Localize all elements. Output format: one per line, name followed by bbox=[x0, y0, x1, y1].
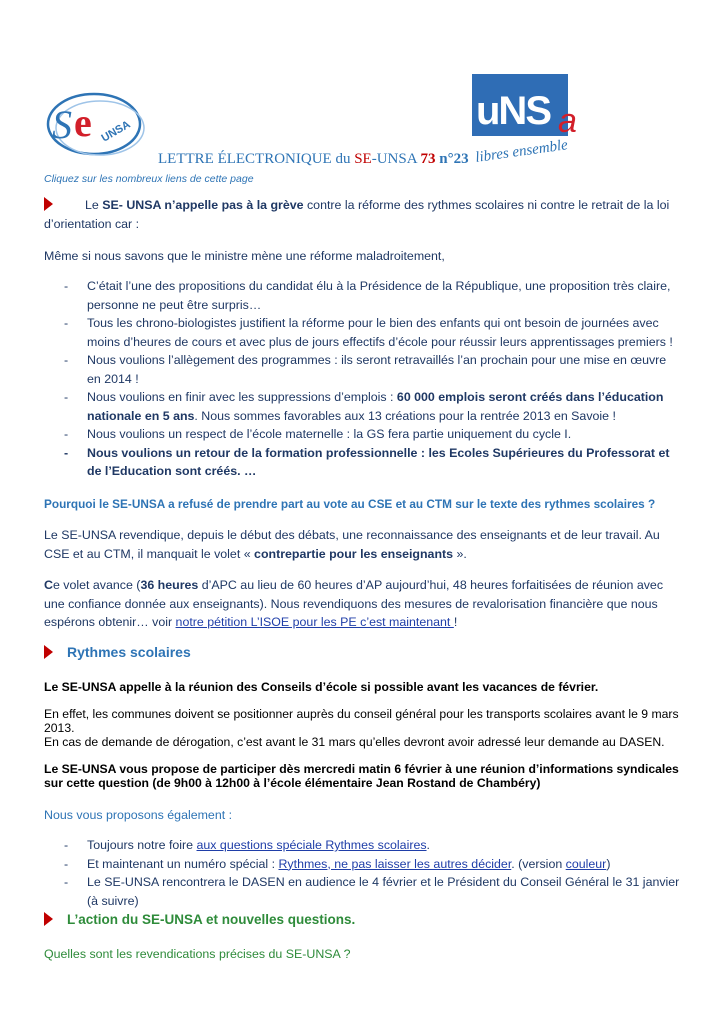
svg-text:uNS: uNS bbox=[476, 89, 550, 133]
intro-paragraph-2: Même si nous savons que le ministre mène une réforme maladroitement, bbox=[44, 249, 445, 263]
list-item: - Nous voulions un retour de la formation professionnelle : les Ecoles Supérieures du Professorat et de l’Education sont créés. … bbox=[44, 444, 681, 481]
section-heading-action: L’action du SE-UNSA et nouvelles questions. bbox=[44, 912, 355, 927]
page-subtitle: Cliquez sur les nombreux liens de cette page bbox=[44, 173, 254, 185]
paragraph-volet: Ce volet avance (36 heures d’APC au lieu de 60 heures d’AP aujourd’hui, 48 heures forfaitisées de réunion avec une confiance donnée aux enseignants). Nous revendiquons des mesures de revalorisation financière que nous espérons obtenir… voir notre pétition L’ISOE pour les PE c’est maintenant ! bbox=[44, 578, 664, 629]
rythmes-paragraph-2: En cas de demande de dérogation, c’est avant le 31 mars qu’elles devront avoir adressé leur demande au DASEN. bbox=[44, 735, 665, 749]
se-unsa-logo bbox=[44, 88, 148, 160]
list-item: - Nous voulions l’allègement des programmes : ils seront retravaillés l’an prochain pour une mise en œuvre en 2014 ! bbox=[44, 351, 681, 388]
petition-link[interactable]: notre pétition L’ISOE pour les PE c’est maintenant bbox=[175, 615, 454, 629]
faq-rythmes-link[interactable]: aux questions spéciale Rythmes scolaires bbox=[196, 838, 427, 852]
question-revendications: Quelles sont les revendications précises du SE-UNSA ? bbox=[44, 947, 351, 961]
list-item: - C’était l’une des propositions du candidat élu à la Présidence de la République, une proposition très claire, personne ne peut être surpris… bbox=[44, 277, 681, 314]
special-issue-link[interactable]: Rythmes, ne pas laisser les autres décider bbox=[278, 856, 512, 871]
unsa-logo bbox=[470, 72, 595, 172]
paragraph-contrepartie: Le SE-UNSA revendique, depuis le début des débats, une reconnaissance des enseignants et de leur travail. Au CSE et au CTM, il manquait le volet « contrepartie pour les enseignants ». bbox=[44, 528, 660, 561]
svg-text:e: e bbox=[74, 100, 92, 145]
list-item: - Toujours notre foire aux questions spéciale Rythmes scolaires. bbox=[44, 836, 681, 855]
page-title: LETTRE ÉLECTRONIQUE du SE-UNSA 73 n°23 bbox=[158, 151, 469, 167]
rythmes-bold-2: Le SE-UNSA vous propose de participer dès mercredi matin 6 février à une réunion d’informations syndicales sur cette question (de 9h00 à 12h00 à l’école élémentaire Jean Rostand de Chambéry) bbox=[44, 762, 679, 790]
intro-paragraph: Le SE- UNSA n’appelle pas à la grève contre la réforme des rythmes scolaires ni contre le retrait de la loi d’orientation car : bbox=[44, 198, 670, 231]
list-item: - Nous voulions en finir avec les suppressions d’emplois : 60 000 emplois seront créés dans l’éducation nationale en 5 ans. Nous sommes favorables aux 13 créations pour la rentrée 2013 en Savoie ! bbox=[44, 388, 681, 425]
reasons-list bbox=[44, 277, 681, 481]
arrow-right-icon bbox=[44, 645, 53, 659]
arrow-right-icon bbox=[44, 197, 53, 211]
rythmes-paragraph-1: En effet, les communes doivent se positionner auprès du conseil général pour les transports scolaires avant le 9 mars 2013. bbox=[44, 707, 679, 735]
svg-text:libres ensemble: libres ensemble bbox=[474, 137, 569, 166]
list-item: - Le SE-UNSA rencontrera le DASEN en audience le 4 février et le Président du Conseil Général le 31 janvier (à suivre) bbox=[44, 873, 681, 910]
section-heading-rythmes: Rythmes scolaires bbox=[44, 644, 191, 660]
list-item: - Tous les chrono-biologistes justifient la réforme pour le bien des enfants qui ont besoin de journées avec moins d’heures de cours et avec plus de jours effectifs d’école pour réussir leurs apprentissages premiers ! bbox=[44, 314, 681, 351]
list-item: - Nous voulions un respect de l’école maternelle : la GS fera partie uniquement du cycle I. bbox=[44, 425, 681, 444]
list-item: - Et maintenant un numéro spécial : Rythmes, ne pas laisser les autres décider. (version couleur) bbox=[44, 855, 681, 874]
svg-text:a: a bbox=[558, 102, 577, 140]
color-version-link[interactable]: couleur bbox=[565, 856, 607, 871]
offers-list bbox=[44, 836, 681, 910]
svg-text:S: S bbox=[52, 102, 72, 147]
question-heading: Pourquoi le SE-UNSA a refusé de prendre part au vote au CSE et au CTM sur le texte des rythmes scolaires ? bbox=[44, 497, 656, 511]
propose-text: Nous vous proposons également : bbox=[44, 808, 233, 822]
arrow-right-icon bbox=[44, 912, 53, 926]
svg-text:UNSA: UNSA bbox=[99, 118, 133, 145]
rythmes-bold-1: Le SE-UNSA appelle à la réunion des Conseils d’école si possible avant les vacances de février. bbox=[44, 680, 599, 694]
